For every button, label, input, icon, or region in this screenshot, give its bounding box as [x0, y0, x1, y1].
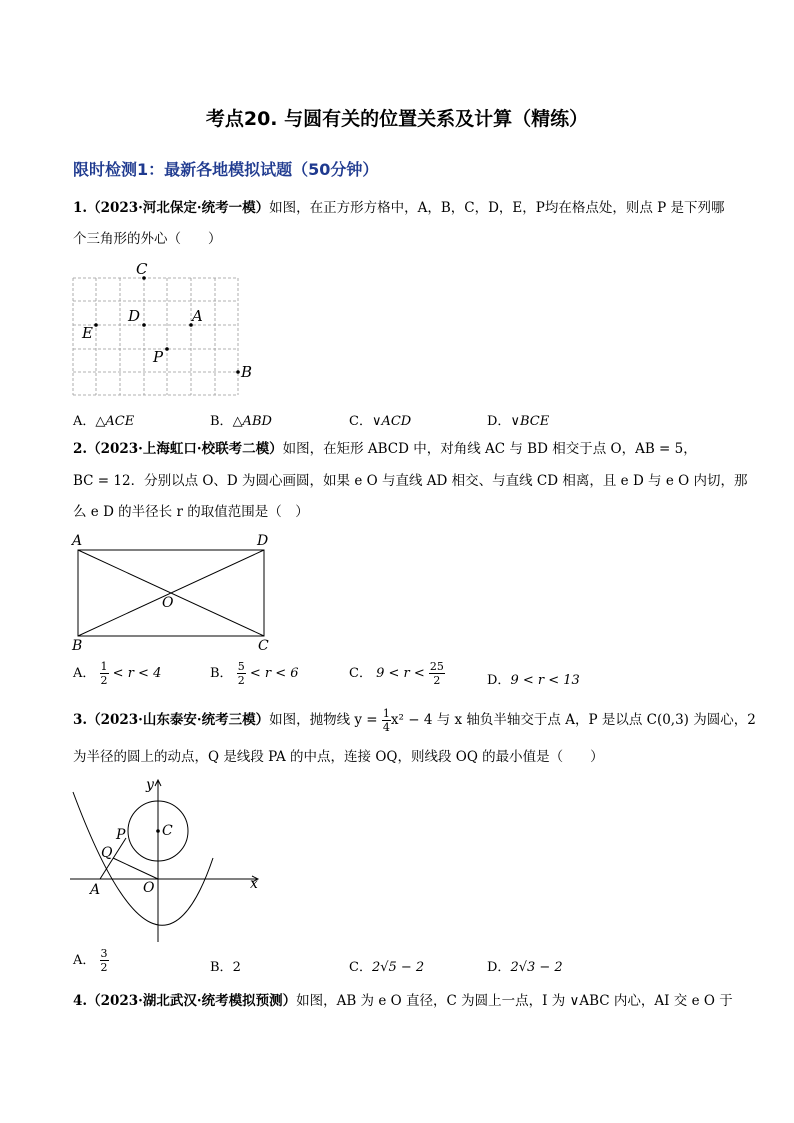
label-d: D: [128, 307, 141, 325]
point-e: [94, 323, 98, 327]
label-p: P: [116, 827, 126, 843]
question-4-number: 4.: [73, 993, 88, 1009]
section-heading: 限时检测1：最新各地模拟试题（50分钟）: [73, 160, 379, 179]
label-y: y: [146, 777, 154, 793]
q1-option-b[interactable]: B．△ABD: [210, 414, 272, 429]
grid-lines: [73, 278, 238, 395]
q3-option-d[interactable]: D．2√3 − 2: [487, 960, 563, 975]
question-2-line-3: 么 e D 的半径长 r 的取值范围是（ ）: [73, 504, 309, 520]
question-1-source: （2023·河北保定·统考一模）: [87, 200, 270, 216]
parabola-curve: [73, 792, 213, 925]
label-o: O: [162, 595, 174, 611]
segment-oq: [113, 858, 158, 879]
page-title: 考点20. 与圆有关的位置关系及计算（精练）: [205, 108, 589, 130]
label-c: C: [162, 823, 173, 839]
question-2-line-1: [73, 434, 697, 464]
q2-rectangle-figure: [68, 530, 288, 654]
q3-option-b[interactable]: B．2: [210, 960, 241, 975]
question-3-line-2: 为半径的圆上的动点，Q 是线段 PA 的中点，连接 OQ，则线段 OQ 的最小值是（ ）: [73, 749, 604, 765]
q3-option-a[interactable]: A． $\frac{3}{2}$: [73, 947, 108, 974]
q1-option-d[interactable]: D．∨BCE: [487, 414, 550, 429]
point-d: [142, 323, 146, 327]
question-2-source: （2023·上海虹口·校联考二模）: [87, 441, 283, 457]
label-b: B: [241, 363, 253, 381]
q2-option-d[interactable]: D．9 < r < 13: [487, 673, 580, 688]
label-b: B: [72, 638, 83, 654]
question-3-line-1: 3.（2023·山东泰安·统考三模）如图，抛物线 y = $\frac{1}{4}$ x² − 4 与 x 轴负半轴交于点 A，P 是以点 C(0,3) 为圆心，2: [73, 707, 756, 734]
question-3-source: （2023·山东泰安·统考三模）: [87, 712, 270, 728]
q1-option-a[interactable]: A．△ACE: [73, 414, 135, 429]
question-4-text: 如图，AB 为 e O 直径，C 为圆上一点，I 为 ∨ABC 内心，AI 交 e O 于: [296, 993, 733, 1009]
question-1-line-2: 个三角形的外心（ ）: [73, 231, 222, 247]
label-e: E: [82, 324, 93, 342]
label-p: P: [153, 348, 164, 366]
question-1-number: 1.: [73, 200, 88, 216]
question-2-text: 如图，在矩形 ABCD 中，对角线 AC 与 BD 相交于点 O，AB = 5，: [282, 441, 697, 457]
label-o: O: [143, 880, 155, 896]
point-c: [156, 829, 160, 833]
q3-option-c[interactable]: C．2√5 − 2: [349, 960, 425, 975]
label-a: A: [90, 882, 101, 898]
point-p: [165, 347, 169, 351]
q2-option-b[interactable]: B． $\frac{5}{2}$ < r < 6: [210, 660, 299, 687]
question-1-text: 如图，在正方形方格中，A，B，C，D，E，P均在格点处，则点 P 是下列哪: [269, 200, 725, 216]
label-q: Q: [101, 845, 113, 861]
q2-option-a[interactable]: A． $\frac{1}{2}$ < r < 4: [73, 660, 162, 687]
label-c: C: [136, 260, 148, 278]
question-2-number: 2.: [73, 441, 88, 457]
label-a: A: [192, 307, 203, 325]
question-2-line-2: BC = 12．分别以点 O、D 为圆心画圆，如果 e O 与直线 AD 相交、与直线 CD 相离，且 e D 与 e O 内切，那: [73, 473, 748, 489]
question-4-line-1: [73, 986, 733, 1016]
question-3-number: 3.: [73, 712, 88, 728]
q2-option-c[interactable]: C． 9 < r < $\frac{25}{2}$: [349, 660, 444, 687]
q1-option-c[interactable]: C．∨ACD: [349, 414, 412, 429]
label-x: x: [250, 876, 258, 892]
label-a: A: [72, 533, 83, 549]
label-c: C: [258, 638, 269, 654]
question-1-line-1: [73, 193, 725, 223]
point-b: [236, 370, 240, 374]
q3-parabola-figure: [68, 770, 268, 945]
question-4-source: （2023·湖北武汉·统考模拟预测）: [87, 993, 297, 1009]
q1-grid-figure: [70, 258, 270, 400]
label-d: D: [257, 533, 269, 549]
